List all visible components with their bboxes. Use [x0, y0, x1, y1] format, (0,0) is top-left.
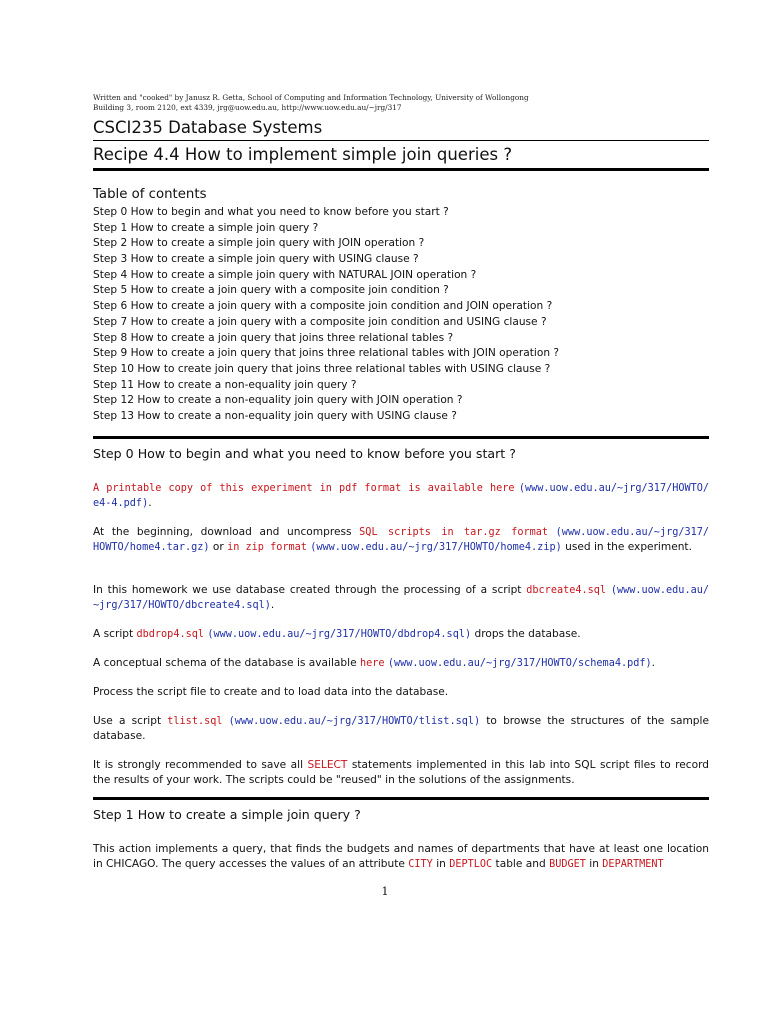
header-line-1: Written and "cooked" by Janusz R. Getta, School of Computing and Information Technology, University of Wollongong [93, 93, 529, 102]
dbdrop-link-text[interactable]: dbdrop4.sql [136, 629, 204, 640]
course-title: CSCI235 Database Systems [93, 118, 323, 137]
select-keyword: SELECT [307, 759, 348, 771]
section-divider-step0 [93, 436, 709, 439]
tlist-url[interactable]: (www.uow.edu.au/~jrg/317/HOWTO/tlist.sql) [228, 716, 481, 727]
step0-heading: Step 0 How to begin and what you need to know before you start ? [93, 446, 516, 461]
punctuation: . [270, 599, 275, 611]
text: A conceptual schema of the database is available [93, 657, 357, 669]
page-number: 1 [381, 885, 389, 898]
step0-paragraph-4 [93, 627, 709, 642]
section-divider-step1 [93, 797, 709, 800]
text: to browse the structures of the sample database. [93, 715, 709, 742]
toc-item[interactable]: Step 9 How to create a join query that joins three relational tables with JOIN operation ? [93, 347, 560, 360]
pdf-url[interactable]: (www.uow.edu.au/~jrg/317/HOWTO/ e4-4.pdf) [93, 483, 710, 509]
toc-item[interactable]: Step 5 How to create a join query with a composite join condition ? [93, 284, 449, 297]
recipe-title: Recipe 4.4 How to implement simple join queries ? [93, 145, 513, 164]
attr-city: CITY [408, 859, 433, 870]
text: in [589, 858, 599, 870]
zip-link-text[interactable]: in zip format [227, 542, 307, 553]
toc-item[interactable]: Step 10 How to create join query that joins three relational tables with USING clause ? [93, 362, 551, 375]
step0-paragraph-6: Process the script file to create and to load data into the database. [93, 686, 449, 698]
step1-heading: Step 1 How to create a simple join query ? [93, 807, 361, 822]
step0-paragraph-2 [93, 525, 709, 555]
toc-item[interactable]: Step 11 How to create a non-equality join query ? [93, 378, 357, 391]
dbcreate-url[interactable]: (www.uow.edu.au/ ~jrg/317/HOWTO/dbcreate4.sql) [93, 585, 709, 611]
toc-item[interactable]: Step 4 How to create a simple join query with NATURAL JOIN operation ? [93, 268, 477, 281]
document-header [93, 93, 709, 112]
step0-paragraph-8 [93, 758, 709, 788]
attr-budget: BUDGET [549, 859, 586, 870]
schema-url[interactable]: (www.uow.edu.au/~jrg/317/HOWTO/schema4.pdf) [387, 658, 652, 669]
zip-url[interactable]: (www.uow.edu.au/~jrg/317/HOWTO/home4.zip) [310, 542, 562, 553]
text: A script [93, 628, 134, 640]
text: in [436, 858, 446, 870]
text: It is strongly recommended to save all [93, 759, 304, 771]
tlist-link-text[interactable]: tlist.sql [167, 716, 223, 727]
header-line-2: Building 3, room 2120, ext 4339, jrg@uow.edu.au, http://www.uow.edu.au/~jrg/317 [93, 102, 402, 112]
step0-paragraph-7 [93, 714, 709, 744]
text: Use a script [93, 715, 162, 727]
text: In this homework we use database created through the processing of a script [93, 584, 522, 596]
toc-item[interactable]: Step 1 How to create a simple join query ? [93, 221, 319, 234]
text: statements implemented in this lab into SQL script files to record the results of your work. The scripts could be "reused" in the solutions of the assignments. [93, 759, 709, 786]
table-deptloc: DEPTLOC [449, 859, 493, 870]
text: or [212, 541, 224, 553]
table-of-contents [93, 205, 709, 425]
text: table and [495, 858, 546, 870]
toc-heading: Table of contents [93, 187, 207, 202]
toc-item[interactable]: Step 3 How to create a simple join query with USING clause ? [93, 253, 419, 266]
toc-item[interactable]: Step 13 How to create a non-equality join query with USING clause ? [93, 409, 457, 422]
dbdrop-url[interactable]: (www.uow.edu.au/~jrg/317/HOWTO/dbdrop4.sql) [207, 629, 472, 640]
tar-url[interactable]: (www.uow.edu.au/~jrg/317/ HOWTO/home4.tar.gz) [93, 527, 710, 553]
title-divider [93, 140, 709, 141]
table-department: DEPARTMENT [602, 859, 664, 870]
text: drops the database. [474, 628, 581, 640]
step1-paragraph-1 [93, 842, 709, 872]
toc-item[interactable]: Step 6 How to create a join query with a composite join condition and JOIN operation ? [93, 300, 553, 313]
dbcreate-link-text[interactable]: dbcreate4.sql [526, 585, 607, 596]
step0-paragraph-3 [93, 583, 709, 613]
punctuation: . [148, 497, 152, 509]
tar-link-text[interactable]: SQL scripts in tar.gz format [359, 527, 549, 538]
toc-item[interactable]: Step 2 How to create a simple join query with JOIN operation ? [93, 237, 425, 250]
toc-item[interactable]: Step 8 How to create a join query that joins three relational tables ? [93, 331, 454, 344]
text: used in the experiment. [565, 541, 692, 553]
text: At the beginning, download and uncompress [93, 526, 352, 538]
pdf-link-text[interactable]: A printable copy of this experiment in pdf format is available here [93, 483, 515, 494]
subtitle-divider [93, 168, 709, 171]
step0-paragraph-5 [93, 656, 709, 671]
schema-link-text[interactable]: here [359, 658, 385, 669]
toc-item[interactable]: Step 0 How to begin and what you need to know before you start ? [93, 206, 449, 218]
punctuation: . [651, 657, 656, 669]
toc-item[interactable]: Step 7 How to create a join query with a composite join condition and USING clause ? [93, 315, 547, 328]
text: This action implements a query, that finds the budgets and names of departments that have at least one location in CHICAGO. The query accesses the values of an attribute [93, 843, 709, 870]
step0-paragraph-1 [93, 481, 709, 511]
toc-item[interactable]: Step 12 How to create a non-equality join query with JOIN operation ? [93, 394, 463, 407]
